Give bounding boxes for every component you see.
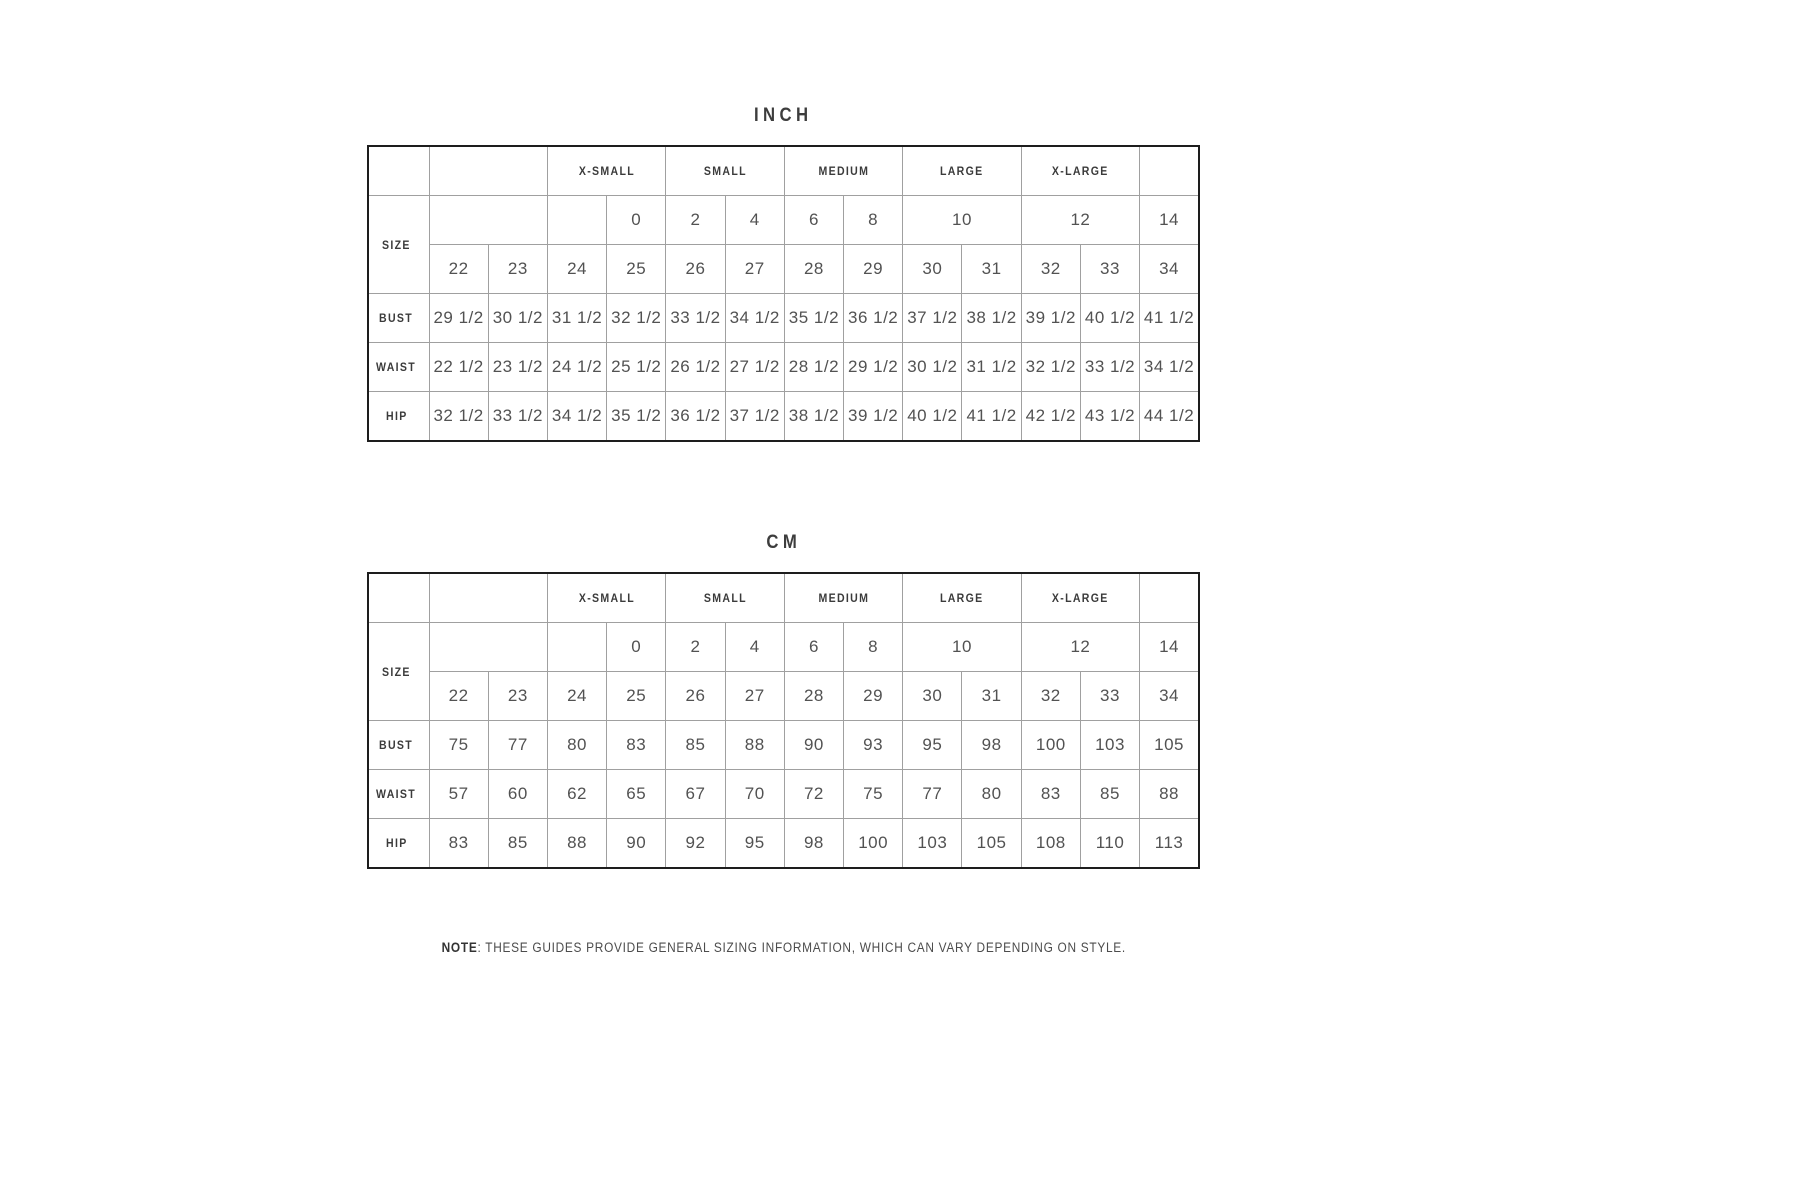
bust-value-cell: 103 bbox=[1080, 721, 1139, 770]
hip-value-cell: 40 1/2 bbox=[903, 392, 962, 442]
inch-bust-row bbox=[368, 294, 1199, 343]
bust-value-cell: 33 1/2 bbox=[666, 294, 725, 343]
bust-value-cell: 90 bbox=[784, 721, 843, 770]
cm-title-text: CM bbox=[766, 532, 801, 553]
waist-value-cell: 34 1/2 bbox=[1140, 343, 1199, 392]
bust-value-cell: 41 1/2 bbox=[1140, 294, 1199, 343]
waist-value-cell: 62 bbox=[547, 770, 606, 819]
group-header-label: X-LARGE bbox=[1052, 591, 1109, 605]
numeric-size-cell: 25 bbox=[607, 672, 666, 721]
cm-waist-row bbox=[368, 770, 1199, 819]
hip-value-cell: 110 bbox=[1080, 819, 1139, 869]
bust-value-cell: 31 1/2 bbox=[547, 294, 606, 343]
waist-value-cell: 28 1/2 bbox=[784, 343, 843, 392]
hip-value-cell: 92 bbox=[666, 819, 725, 869]
bust-value-cell: 85 bbox=[666, 721, 725, 770]
numeric-size-cell: 29 bbox=[844, 245, 903, 294]
waist-value-cell: 30 1/2 bbox=[903, 343, 962, 392]
numeric-size-cell: 31 bbox=[962, 672, 1021, 721]
group-header-label: MEDIUM bbox=[818, 164, 869, 178]
us-size-cell: 14 bbox=[1140, 623, 1199, 672]
group-header-x-small bbox=[547, 146, 665, 196]
hip-value-cell: 103 bbox=[903, 819, 962, 869]
numeric-size-cell: 31 bbox=[962, 245, 1021, 294]
hip-value-cell: 90 bbox=[607, 819, 666, 869]
cm-section bbox=[367, 533, 1200, 869]
us-size-cell: 4 bbox=[725, 623, 784, 672]
us-size-empty-cell bbox=[547, 196, 606, 245]
bust-value-cell: 98 bbox=[962, 721, 1021, 770]
waist-value-cell: 31 1/2 bbox=[962, 343, 1021, 392]
waist-value-cell: 80 bbox=[962, 770, 1021, 819]
cm-numeric-size-row bbox=[368, 672, 1199, 721]
numeric-size-cell: 34 bbox=[1140, 245, 1199, 294]
inch-hip-row bbox=[368, 392, 1199, 442]
us-size-cell: 6 bbox=[784, 196, 843, 245]
numeric-size-cell: 32 bbox=[1021, 672, 1080, 721]
numeric-size-cell: 27 bbox=[725, 672, 784, 721]
inch-us-size-row bbox=[368, 196, 1199, 245]
us-size-cell: 8 bbox=[844, 196, 903, 245]
numeric-size-cell: 26 bbox=[666, 672, 725, 721]
waist-value-cell: 83 bbox=[1021, 770, 1080, 819]
group-header-small bbox=[666, 573, 784, 623]
waist-value-cell: 27 1/2 bbox=[725, 343, 784, 392]
bust-value-cell: 40 1/2 bbox=[1080, 294, 1139, 343]
bust-value-cell: 39 1/2 bbox=[1021, 294, 1080, 343]
numeric-size-cell: 32 bbox=[1021, 245, 1080, 294]
bust-value-cell: 77 bbox=[488, 721, 547, 770]
group-header-large bbox=[903, 573, 1021, 623]
hip-value-cell: 33 1/2 bbox=[488, 392, 547, 442]
waist-value-cell: 22 1/2 bbox=[429, 343, 488, 392]
inch-size-table bbox=[367, 145, 1200, 442]
group-header-x-large bbox=[1021, 573, 1139, 623]
bust-value-cell: 95 bbox=[903, 721, 962, 770]
waist-value-cell: 23 1/2 bbox=[488, 343, 547, 392]
hip-value-cell: 113 bbox=[1140, 819, 1199, 869]
bust-value-cell: 37 1/2 bbox=[903, 294, 962, 343]
bust-value-cell: 83 bbox=[607, 721, 666, 770]
group-header-x-large bbox=[1021, 146, 1139, 196]
bust-value-cell: 93 bbox=[844, 721, 903, 770]
numeric-size-cell: 33 bbox=[1080, 672, 1139, 721]
waist-value-cell: 60 bbox=[488, 770, 547, 819]
note-text: : THESE GUIDES PROVIDE GENERAL SIZING INFORMATION, WHICH CAN VARY DEPENDING ON STYLE. bbox=[477, 940, 1126, 955]
waist-label-text: WAIST bbox=[376, 787, 417, 801]
hip-value-cell: 42 1/2 bbox=[1021, 392, 1080, 442]
numeric-size-cell: 25 bbox=[607, 245, 666, 294]
numeric-size-cell: 30 bbox=[903, 245, 962, 294]
waist-value-cell: 29 1/2 bbox=[844, 343, 903, 392]
us-size-cell: 12 bbox=[1021, 623, 1139, 672]
numeric-size-cell: 26 bbox=[666, 245, 725, 294]
us-size-cell: 2 bbox=[666, 196, 725, 245]
hip-label-text: HIP bbox=[386, 409, 409, 423]
group-header-small bbox=[666, 146, 784, 196]
bust-value-cell: 34 1/2 bbox=[725, 294, 784, 343]
hip-value-cell: 32 1/2 bbox=[429, 392, 488, 442]
bust-value-cell: 38 1/2 bbox=[962, 294, 1021, 343]
waist-label-text: WAIST bbox=[376, 360, 417, 374]
hip-value-cell: 41 1/2 bbox=[962, 392, 1021, 442]
waist-value-cell: 88 bbox=[1140, 770, 1199, 819]
us-size-cell: 8 bbox=[844, 623, 903, 672]
inch-waist-row bbox=[368, 343, 1199, 392]
size-guide-page bbox=[367, 0, 1200, 956]
hip-value-cell: 37 1/2 bbox=[725, 392, 784, 442]
group-header-label: X-SMALL bbox=[578, 591, 635, 605]
cm-size-row-label bbox=[368, 623, 429, 721]
waist-value-cell: 77 bbox=[903, 770, 962, 819]
numeric-size-cell: 24 bbox=[547, 672, 606, 721]
hip-value-cell: 35 1/2 bbox=[607, 392, 666, 442]
cm-bust-row bbox=[368, 721, 1199, 770]
inch-table-title bbox=[367, 106, 1200, 125]
bust-value-cell: 105 bbox=[1140, 721, 1199, 770]
numeric-size-cell: 23 bbox=[488, 672, 547, 721]
group-header-label: LARGE bbox=[940, 591, 984, 605]
hip-value-cell: 43 1/2 bbox=[1080, 392, 1139, 442]
us-size-cell: 10 bbox=[903, 623, 1021, 672]
us-size-cell: 0 bbox=[607, 623, 666, 672]
cm-us-size-row bbox=[368, 623, 1199, 672]
hip-value-cell: 83 bbox=[429, 819, 488, 869]
hip-row-label bbox=[368, 392, 429, 442]
waist-value-cell: 57 bbox=[429, 770, 488, 819]
waist-value-cell: 26 1/2 bbox=[666, 343, 725, 392]
group-header-medium bbox=[784, 573, 902, 623]
group-header-large bbox=[903, 146, 1021, 196]
waist-value-cell: 25 1/2 bbox=[607, 343, 666, 392]
numeric-size-cell: 34 bbox=[1140, 672, 1199, 721]
cm-group-header-row bbox=[368, 573, 1199, 623]
bust-value-cell: 35 1/2 bbox=[784, 294, 843, 343]
sizing-note bbox=[367, 940, 1200, 956]
bust-label-text: BUST bbox=[379, 738, 414, 752]
cm-size-table bbox=[367, 572, 1200, 869]
group-header-label: X-LARGE bbox=[1052, 164, 1109, 178]
bust-row-label bbox=[368, 294, 429, 343]
hip-row-label bbox=[368, 819, 429, 869]
hip-value-cell: 108 bbox=[1021, 819, 1080, 869]
us-size-cell: 12 bbox=[1021, 196, 1139, 245]
bust-label-text: BUST bbox=[379, 311, 414, 325]
hip-value-cell: 100 bbox=[844, 819, 903, 869]
hip-value-cell: 95 bbox=[725, 819, 784, 869]
group-header-label: SMALL bbox=[703, 164, 747, 178]
bust-value-cell: 29 1/2 bbox=[429, 294, 488, 343]
bust-value-cell: 75 bbox=[429, 721, 488, 770]
waist-value-cell: 67 bbox=[666, 770, 725, 819]
us-size-cell: 0 bbox=[607, 196, 666, 245]
waist-value-cell: 72 bbox=[784, 770, 843, 819]
hip-value-cell: 85 bbox=[488, 819, 547, 869]
waist-value-cell: 75 bbox=[844, 770, 903, 819]
numeric-size-cell: 24 bbox=[547, 245, 606, 294]
hip-value-cell: 36 1/2 bbox=[666, 392, 725, 442]
hip-value-cell: 105 bbox=[962, 819, 1021, 869]
numeric-size-cell: 23 bbox=[488, 245, 547, 294]
numeric-size-cell: 28 bbox=[784, 245, 843, 294]
us-size-cell: 6 bbox=[784, 623, 843, 672]
waist-value-cell: 85 bbox=[1080, 770, 1139, 819]
waist-row-label bbox=[368, 770, 429, 819]
bust-value-cell: 80 bbox=[547, 721, 606, 770]
group-header-label: X-SMALL bbox=[578, 164, 635, 178]
hip-label-text: HIP bbox=[386, 836, 409, 850]
numeric-size-cell: 27 bbox=[725, 245, 784, 294]
group-header-empty-cell bbox=[1140, 146, 1199, 196]
inch-size-row-label bbox=[368, 196, 429, 294]
bust-value-cell: 88 bbox=[725, 721, 784, 770]
inch-numeric-size-row bbox=[368, 245, 1199, 294]
group-header-label: MEDIUM bbox=[818, 591, 869, 605]
bust-value-cell: 100 bbox=[1021, 721, 1080, 770]
bust-row-label bbox=[368, 721, 429, 770]
waist-row-label bbox=[368, 343, 429, 392]
cm-hip-row bbox=[368, 819, 1199, 869]
group-header-empty-cell bbox=[429, 573, 547, 623]
bust-value-cell: 30 1/2 bbox=[488, 294, 547, 343]
us-size-cell: 2 bbox=[666, 623, 725, 672]
hip-value-cell: 39 1/2 bbox=[844, 392, 903, 442]
numeric-size-cell: 22 bbox=[429, 245, 488, 294]
waist-value-cell: 24 1/2 bbox=[547, 343, 606, 392]
group-header-x-small bbox=[547, 573, 665, 623]
us-size-cell: 10 bbox=[903, 196, 1021, 245]
numeric-size-cell: 29 bbox=[844, 672, 903, 721]
us-size-empty-cell bbox=[429, 196, 547, 245]
hip-value-cell: 98 bbox=[784, 819, 843, 869]
group-header-label: LARGE bbox=[940, 164, 984, 178]
numeric-size-cell: 28 bbox=[784, 672, 843, 721]
us-size-empty-cell bbox=[429, 623, 547, 672]
hip-value-cell: 88 bbox=[547, 819, 606, 869]
hip-value-cell: 34 1/2 bbox=[547, 392, 606, 442]
numeric-size-cell: 22 bbox=[429, 672, 488, 721]
note-label: NOTE bbox=[441, 940, 478, 955]
bust-value-cell: 32 1/2 bbox=[607, 294, 666, 343]
group-header-empty-cell bbox=[368, 146, 429, 196]
group-header-medium bbox=[784, 146, 902, 196]
cm-table-title bbox=[367, 533, 1200, 552]
bust-value-cell: 36 1/2 bbox=[844, 294, 903, 343]
us-size-cell: 14 bbox=[1140, 196, 1199, 245]
us-size-empty-cell bbox=[547, 623, 606, 672]
numeric-size-cell: 33 bbox=[1080, 245, 1139, 294]
us-size-cell: 4 bbox=[725, 196, 784, 245]
waist-value-cell: 70 bbox=[725, 770, 784, 819]
inch-section bbox=[367, 106, 1200, 442]
group-header-empty-cell bbox=[368, 573, 429, 623]
size-label-text: SIZE bbox=[382, 237, 412, 252]
hip-value-cell: 44 1/2 bbox=[1140, 392, 1199, 442]
waist-value-cell: 33 1/2 bbox=[1080, 343, 1139, 392]
numeric-size-cell: 30 bbox=[903, 672, 962, 721]
hip-value-cell: 38 1/2 bbox=[784, 392, 843, 442]
group-header-empty-cell bbox=[1140, 573, 1199, 623]
group-header-label: SMALL bbox=[703, 591, 747, 605]
waist-value-cell: 65 bbox=[607, 770, 666, 819]
group-header-empty-cell bbox=[429, 146, 547, 196]
waist-value-cell: 32 1/2 bbox=[1021, 343, 1080, 392]
size-label-text: SIZE bbox=[382, 664, 412, 679]
inch-title-text: INCH bbox=[754, 105, 813, 126]
inch-group-header-row bbox=[368, 146, 1199, 196]
